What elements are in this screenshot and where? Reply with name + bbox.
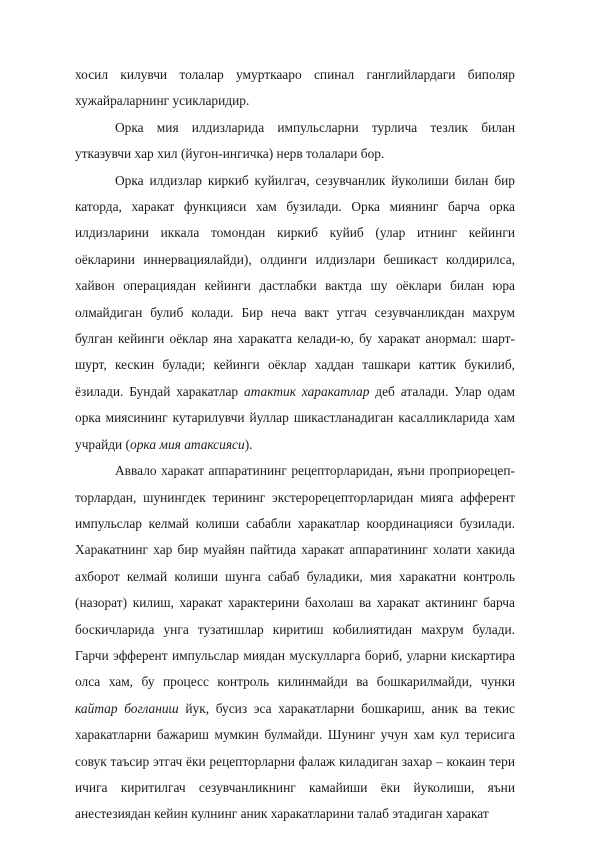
paragraph-4-text-b: йук, бусиз эса харакатларни бошкариш, аник ва текис харакатларни бажариш мумкин булмайди. Шунинг учун хам кул терисига совук таъсир этгач ёки рецепторларни фалаж киладиган захар – кокаин тери ичига киритилгач сезувчанликнинг камайиши ёки йуколиши, яъни анестезиядан кейин кулнинг аник харакатларини талаб этадиган харакат	[75, 700, 515, 822]
paragraph-2: Орка мия илдизларида импульсларни турлича тезлик билан утказувчи хар хил (йугон-ингичка) нерв толалари бор.	[75, 119, 515, 162]
paragraph-3-text-a: Орка илдизлар киркиб куйилгач, сезувчанлик йуколиши билан бир каторда, харакат функцияси хам бузилади. Орка миянинг барча орка илдизларини иккала томондан киркиб куйиб (улар итнинг кейинги оёкларини иннервациялайди), олдинги илдизлари бешикаст колдирилса, хайвон операциядан кейинги дастлабки вактда шу оёклари билан юра олмайдиган булиб колади. Бир неча вакт утгач сезувчанликдан махрум булган кейинги оёклар яна харакатга келади-ю, бу харакат анормал: шарт-шурт, кескин булади; кейинги оёклар хаддан ташкари каттик букилиб, ёзилади. Бундай харакатлар	[75, 172, 515, 399]
document-page	[75, 62, 515, 828]
paragraph-3	[75, 168, 515, 458]
paragraph-3-text-b: деб аталади. Улар одам орка миясининг кутарилувчи йуллар шикастланадиган касалликларида хам учрайди (	[75, 383, 515, 452]
paragraph-1: хосил килувчи толалар умурткааро спинал ганглийлардаги биполяр хужайраларнинг усикларидир.	[75, 67, 515, 109]
paragraph-4	[75, 458, 515, 828]
paragraph-3-text-c: ).	[244, 436, 253, 452]
italic-term-feedback: кайтар богланиш	[75, 700, 179, 716]
paragraph-4-text-a: Аввало харакат аппаратининг рецепторларидан, яъни проприорецеп-торлардан, шунингдек терининг экстерорецепторларидан мияга афферент импульслар келмай колиши сабабли харакатлар координацияси бузилади. Харакатнинг хар бир муайян пайтида харакат аппаратининг холати хакида ахборот келмай колиши шунга сабаб буладики, мия харакатни контроль (назорат) килиш, харакат характерини бахолаш ва харакат актининг барча боскичларида унга тузатишлар киритиш кобилиятидан махрум булади. Гарчи эфферент импульслар миядан мускулларга бориб, уларни кискартира олса хам, бу процесс контроль килинмайди ва бошкарилмайди, чунки	[75, 463, 515, 690]
italic-term-ataxic-movements: атактик харакатлар	[244, 383, 370, 399]
italic-term-spinal-ataxia: орка мия атаксияси	[130, 436, 245, 452]
